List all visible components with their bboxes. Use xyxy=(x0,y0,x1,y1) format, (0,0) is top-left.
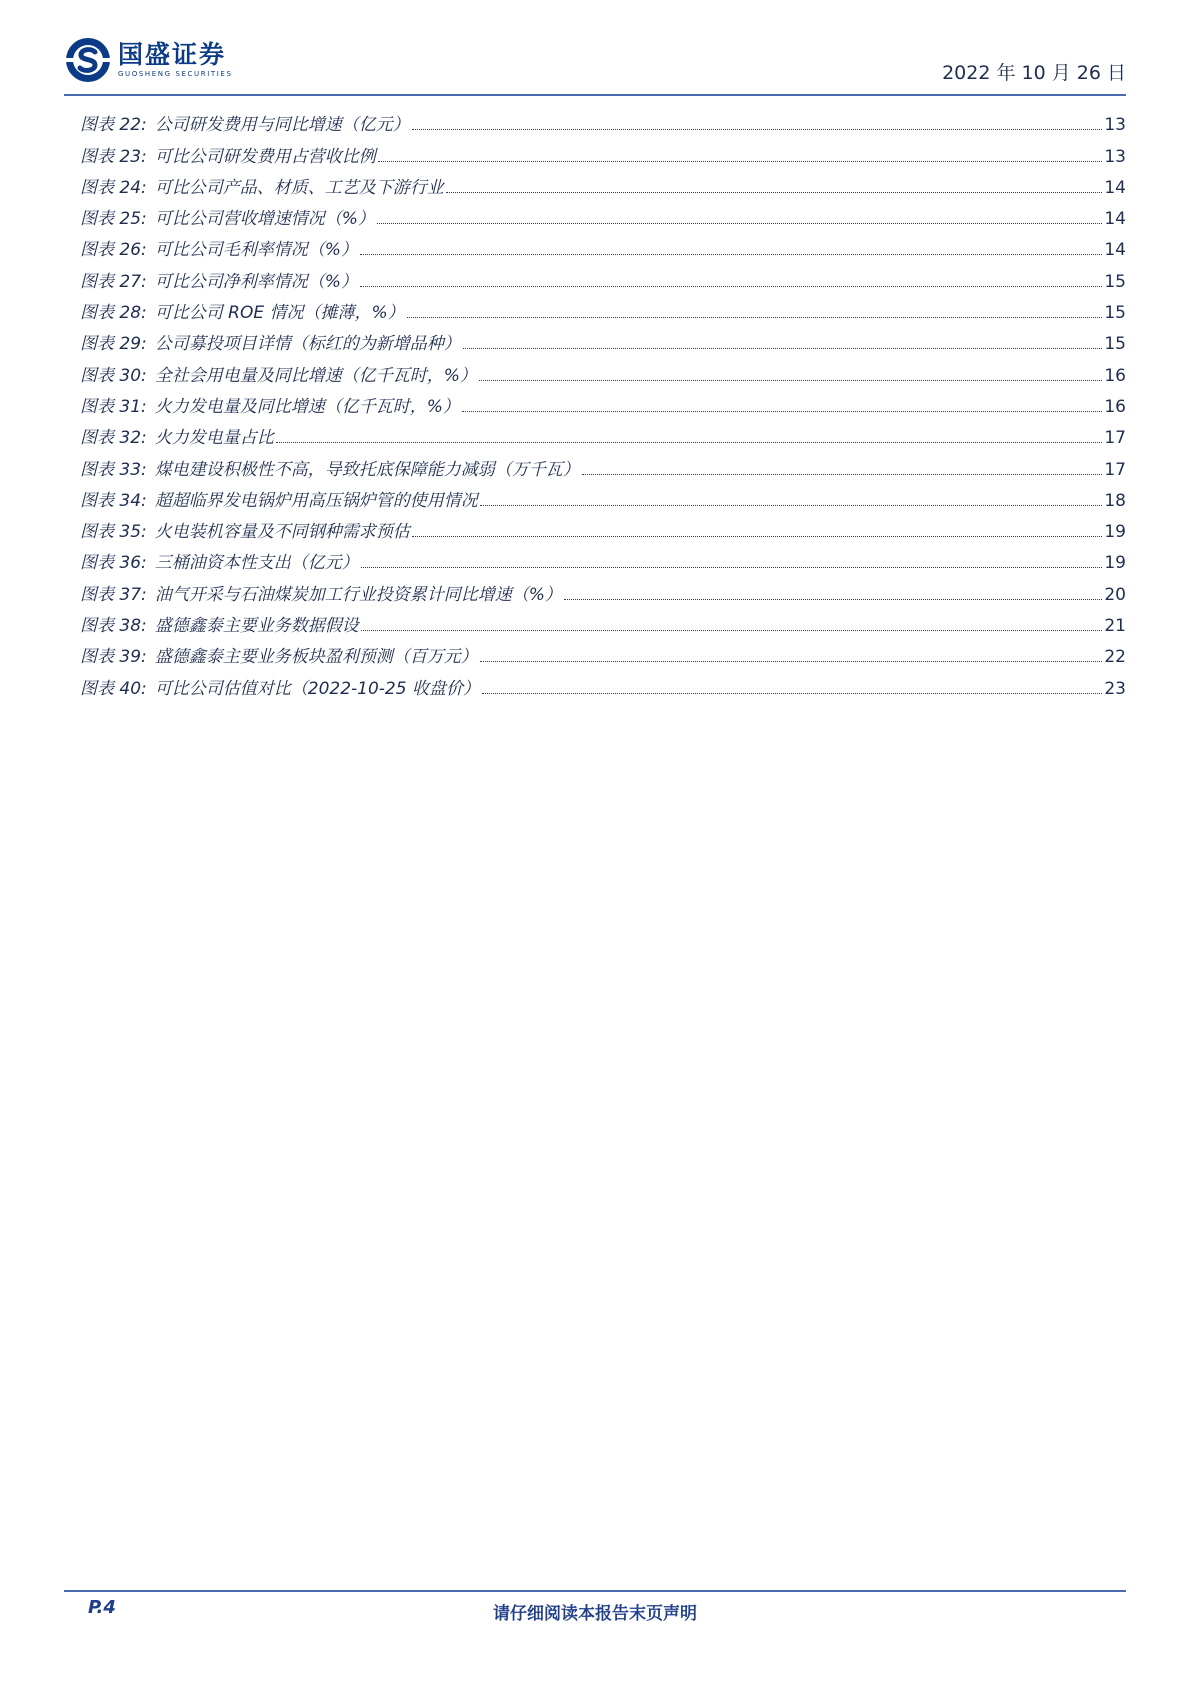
toc-entry-title: 盛德鑫泰主要业务数据假设 xyxy=(154,616,359,637)
toc-dot-leader xyxy=(564,599,1102,600)
toc-entry[interactable] xyxy=(80,480,1126,511)
page-number: P.4 xyxy=(88,1597,116,1618)
toc-entry-title: 火力发电量占比 xyxy=(154,428,274,449)
toc-entry-title: 可比公司 ROE 情况（摊薄，%） xyxy=(154,303,405,324)
guosheng-logo-icon xyxy=(64,36,112,84)
toc-entry-page: 14 xyxy=(1104,177,1126,198)
toc-entry-title: 可比公司毛利率情况（%） xyxy=(154,240,358,261)
toc-dot-leader xyxy=(378,161,1103,162)
figure-list xyxy=(80,104,1126,699)
toc-entry[interactable] xyxy=(80,417,1126,448)
toc-entry-page: 18 xyxy=(1104,490,1126,511)
toc-entry-page: 16 xyxy=(1104,396,1126,417)
toc-entry-page: 20 xyxy=(1104,584,1126,605)
toc-dot-leader xyxy=(360,286,1102,287)
toc-entry-number: 图表 23: xyxy=(80,146,147,167)
report-date: 2022 年 10 月 26 日 xyxy=(942,62,1126,84)
toc-entry-number: 图表 26: xyxy=(80,240,147,261)
toc-entry[interactable] xyxy=(80,636,1126,667)
toc-dot-leader xyxy=(361,567,1103,568)
toc-entry-title: 公司研发费用与同比增速（亿元） xyxy=(154,115,410,136)
header-divider xyxy=(64,94,1126,96)
toc-entry-page: 15 xyxy=(1104,303,1126,324)
toc-entry[interactable] xyxy=(80,386,1126,417)
toc-entry-page: 23 xyxy=(1104,678,1126,699)
toc-entry-title: 全社会用电量及同比增速（亿千瓦时，%） xyxy=(154,365,477,386)
toc-entry-number: 图表 31: xyxy=(80,396,147,417)
toc-entry-title: 火力发电量及同比增速（亿千瓦时，%） xyxy=(154,396,460,417)
toc-entry-page: 21 xyxy=(1104,616,1126,637)
toc-entry-page: 14 xyxy=(1104,209,1126,230)
toc-entry[interactable] xyxy=(80,323,1126,354)
toc-entry-number: 图表 32: xyxy=(80,428,147,449)
toc-entry[interactable] xyxy=(80,667,1126,698)
toc-dot-leader xyxy=(407,317,1103,318)
toc-dot-leader xyxy=(412,536,1103,537)
toc-dot-leader xyxy=(360,254,1102,255)
toc-entry[interactable] xyxy=(80,605,1126,636)
toc-entry[interactable] xyxy=(80,354,1126,385)
toc-entry-page: 16 xyxy=(1104,365,1126,386)
toc-entry-page: 14 xyxy=(1104,240,1126,261)
toc-entry[interactable] xyxy=(80,104,1126,135)
toc-entry-title: 可比公司净利率情况（%） xyxy=(154,271,358,292)
toc-entry-number: 图表 33: xyxy=(80,459,147,480)
toc-entry-title: 油气开采与石油煤炭加工行业投资累计同比增速（%） xyxy=(154,584,562,605)
toc-entry-page: 17 xyxy=(1104,459,1126,480)
toc-dot-leader xyxy=(276,442,1103,443)
toc-dot-leader xyxy=(377,223,1102,224)
toc-entry-number: 图表 27: xyxy=(80,271,147,292)
toc-entry-number: 图表 34: xyxy=(80,490,147,511)
toc-entry-page: 17 xyxy=(1104,428,1126,449)
toc-entry-number: 图表 37: xyxy=(80,584,147,605)
toc-dot-leader xyxy=(582,474,1103,475)
toc-entry-page: 13 xyxy=(1104,115,1126,136)
toc-entry-number: 图表 35: xyxy=(80,522,147,543)
toc-entry-page: 22 xyxy=(1104,647,1126,668)
toc-entry-number: 图表 22: xyxy=(80,115,147,136)
brand-name-en: GUOSHENG SECURITIES xyxy=(118,70,233,78)
toc-entry-title: 可比公司估值对比（2022-10-25 收盘价） xyxy=(154,678,480,699)
page-header xyxy=(64,36,1126,88)
toc-entry-number: 图表 40: xyxy=(80,678,147,699)
toc-entry[interactable] xyxy=(80,292,1126,323)
toc-entry-page: 13 xyxy=(1104,146,1126,167)
footer-divider xyxy=(64,1590,1126,1592)
toc-entry-page: 15 xyxy=(1104,334,1126,355)
toc-entry[interactable] xyxy=(80,167,1126,198)
toc-entry-number: 图表 29: xyxy=(80,334,147,355)
toc-entry[interactable] xyxy=(80,542,1126,573)
toc-dot-leader xyxy=(463,348,1103,349)
toc-entry[interactable] xyxy=(80,573,1126,604)
toc-entry[interactable] xyxy=(80,511,1126,542)
toc-entry-title: 可比公司营收增速情况（%） xyxy=(154,209,375,230)
toc-entry-page: 19 xyxy=(1104,522,1126,543)
toc-entry-page: 19 xyxy=(1104,553,1126,574)
toc-entry-title: 煤电建设积极性不高，导致托底保障能力减弱（万千瓦） xyxy=(154,459,580,480)
toc-entry-number: 图表 36: xyxy=(80,553,147,574)
disclaimer-notice: 请仔细阅读本报告末页声明 xyxy=(493,1604,697,1624)
toc-entry-number: 图表 30: xyxy=(80,365,147,386)
toc-entry-number: 图表 25: xyxy=(80,209,147,230)
toc-entry-title: 火电装机容量及不同钢种需求预估 xyxy=(154,522,410,543)
toc-entry-title: 公司募投项目详情（标红的为新增品种） xyxy=(154,334,461,355)
toc-entry-title: 可比公司产品、材质、工艺及下游行业 xyxy=(154,177,444,198)
toc-entry-title: 三桶油资本性支出（亿元） xyxy=(154,553,359,574)
toc-dot-leader xyxy=(446,192,1103,193)
toc-entry-number: 图表 39: xyxy=(80,647,147,668)
brand-logo xyxy=(64,36,233,84)
toc-entry-title: 可比公司研发费用占营收比例 xyxy=(154,146,376,167)
toc-entry[interactable] xyxy=(80,229,1126,260)
toc-entry-title: 盛德鑫泰主要业务板块盈利预测（百万元） xyxy=(154,647,478,668)
toc-entry-page: 15 xyxy=(1104,271,1126,292)
toc-dot-leader xyxy=(462,411,1102,412)
brand-name-cn: 国盛证券 xyxy=(118,40,227,69)
toc-entry-number: 图表 28: xyxy=(80,303,147,324)
toc-entry-number: 图表 38: xyxy=(80,616,147,637)
toc-dot-leader xyxy=(480,661,1103,662)
toc-entry[interactable] xyxy=(80,135,1126,166)
toc-dot-leader xyxy=(480,505,1103,506)
toc-dot-leader xyxy=(479,380,1102,381)
toc-entry-number: 图表 24: xyxy=(80,177,147,198)
toc-dot-leader xyxy=(361,630,1103,631)
toc-entry[interactable] xyxy=(80,448,1126,479)
toc-entry-title: 超超临界发电锅炉用高压锅炉管的使用情况 xyxy=(154,490,478,511)
toc-dot-leader xyxy=(412,129,1103,130)
toc-entry[interactable] xyxy=(80,198,1126,229)
toc-entry[interactable] xyxy=(80,260,1126,291)
toc-dot-leader xyxy=(482,693,1102,694)
